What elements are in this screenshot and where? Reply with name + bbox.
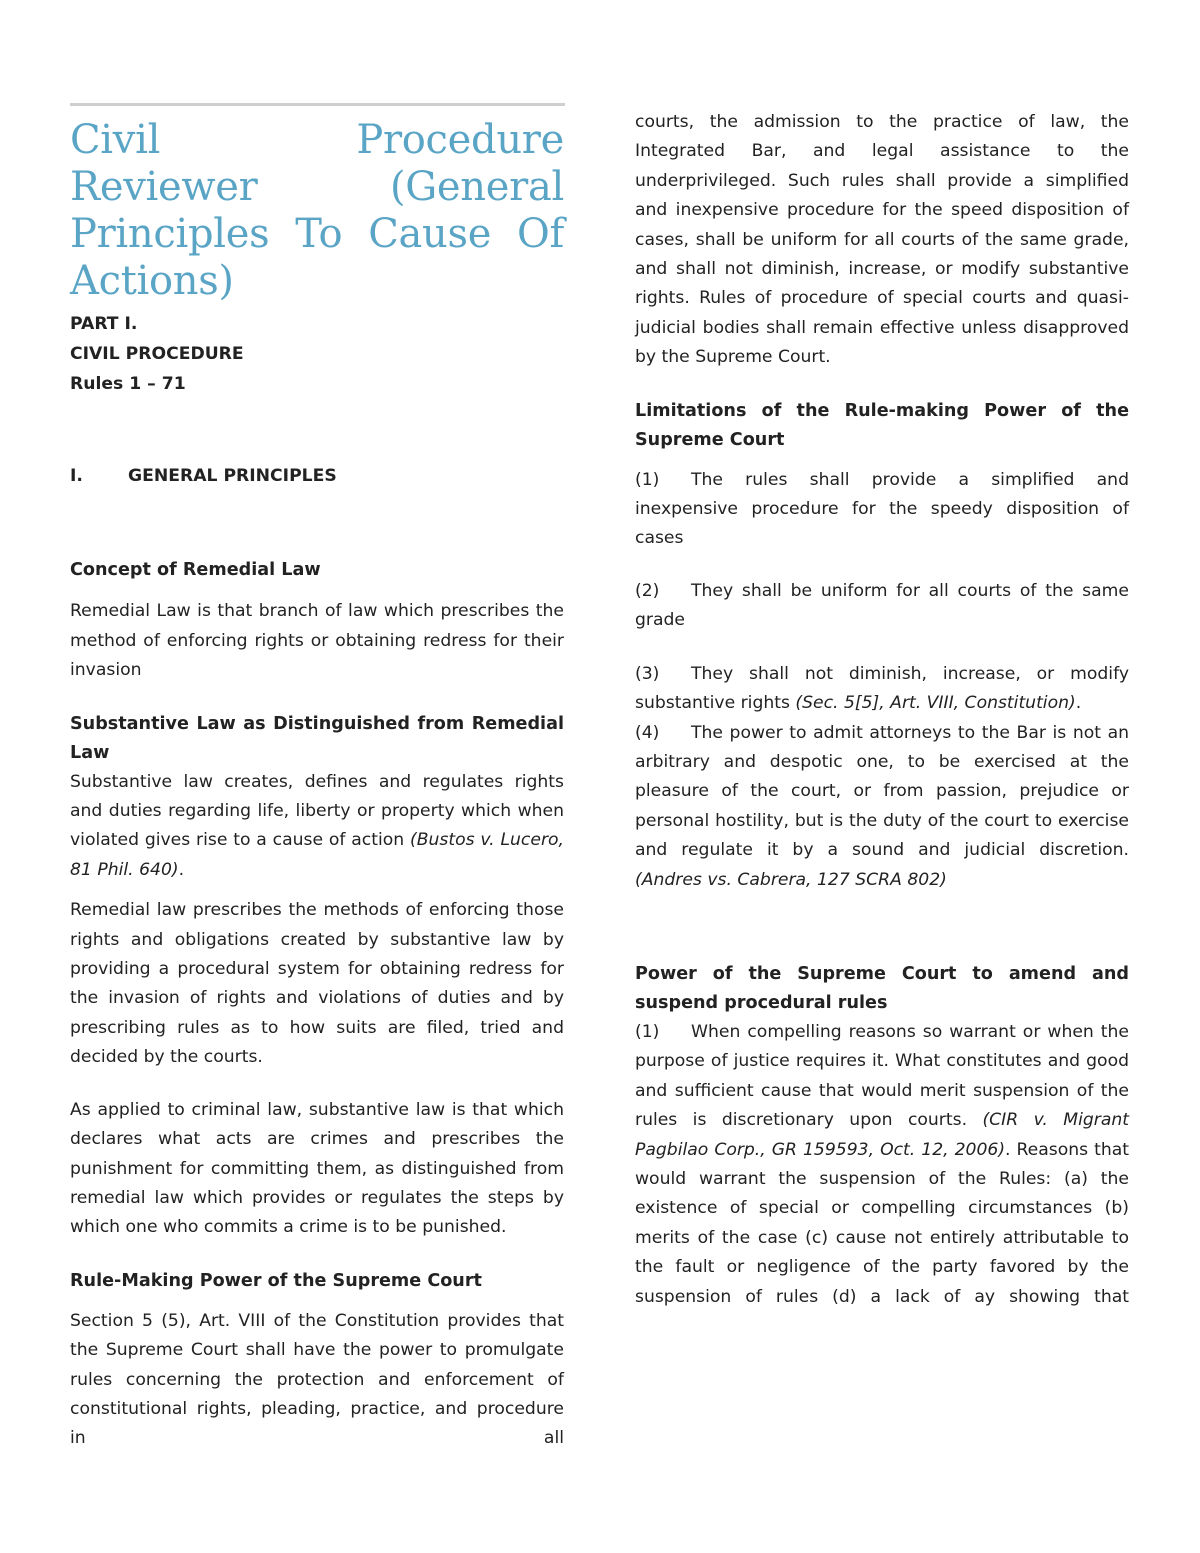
text: The power to admit attorneys to the Bar is not an arbitrary and despotic one, to be exercised at the pleasure of the court, or from passion, prejudice or personal hostility, but is the duty of the court to exercise and regulate it by a sound and judicial discretion. xyxy=(635,722,1129,861)
item-number: (2) xyxy=(635,580,660,601)
section-number: I. xyxy=(70,466,83,486)
section-heading xyxy=(70,462,564,491)
text: . xyxy=(178,859,185,880)
concept-heading: Concept of Remedial Law xyxy=(70,560,321,581)
limitation-item xyxy=(635,466,1129,554)
rulemaking-heading: Rule-Making Power of the Supreme Court xyxy=(70,1270,482,1291)
limitation-item xyxy=(635,719,1129,895)
substantive-heading: Substantive Law as Distinguished from Remedial Law xyxy=(70,713,564,763)
item-number: (3) xyxy=(635,663,660,684)
title-rule xyxy=(70,103,565,106)
citation: (CIR v. Migrant Pagbilao Corp., GR 159593, Oct. 12, 2006) xyxy=(635,1110,1129,1160)
text: Substantive law creates, defines and regulates rights and duties regarding life, liberty or property which when violated gives rise to a cause of action xyxy=(70,771,564,851)
item-number: (1) xyxy=(635,469,660,490)
citation: (Andres vs. Cabrera, 127 SCRA 802) xyxy=(635,869,947,890)
limitation-item xyxy=(635,660,1129,719)
part-name: CIVIL PROCEDURE xyxy=(70,344,244,364)
text: When compelling reasons so warrant or when the purpose of justice requires it. What constitutes and good and sufficient cause that would merit suspension of the rules is discretionary upon courts. xyxy=(635,1021,1129,1131)
citation: (Bustos v. Lucero, 81 Phil. 640) xyxy=(70,830,564,880)
text: . xyxy=(1075,693,1082,714)
criminal-paragraph: As applied to criminal law, substantive law is that which declares what acts are crimes and prescribes the punishment for committing them, as distinguished from remedial law which provides or regulates the steps by which one who commits a crime is to be punished. xyxy=(70,1099,564,1238)
limitation-item xyxy=(635,577,1129,636)
continued-paragraph: courts, the admission to the practice of law, the Integrated Bar, and legal assistance to the underprivileged. Such rules shall provide a simplified and inexpensive procedure for the speed disposition of cases, shall be uniform for all courts of the same grade, and shall not diminish, increase, or modify substantive rights. Rules of procedure of special courts and quasi-judicial bodies shall remain effective unless disapproved by the Supreme Court. xyxy=(635,112,1129,368)
rules-range: Rules 1 – 71 xyxy=(70,374,186,394)
part-header xyxy=(70,309,564,399)
citation: (Sec. 5[5], Art. VIII, Constitution) xyxy=(795,693,1076,714)
text: The rules shall provide a simplified and inexpensive procedure for the speedy disposition of cases xyxy=(635,469,1129,549)
power-item xyxy=(635,1018,1129,1312)
item-number: (4) xyxy=(635,722,660,743)
substantive-paragraph xyxy=(70,768,564,886)
text: They shall not diminish, increase, or modify substantive rights xyxy=(635,663,1129,714)
part-label: PART I. xyxy=(70,314,138,334)
document-title: Civil Procedure Reviewer (General Principles To Cause Of Actions) xyxy=(70,117,564,304)
item-number: (1) xyxy=(635,1021,660,1042)
limitations-heading: Limitations of the Rule-making Power of the Supreme Court xyxy=(635,400,1129,450)
right-column xyxy=(635,108,1129,1312)
text: They shall be uniform for all courts of the same grade xyxy=(635,580,1129,631)
remedial-paragraph: Remedial law prescribes the methods of enforcing those rights and obligations created by substantive law by providing a procedural system for obtaining redress for the invasion of rights and violations of duties and by prescribing rules as to how suits are filed, tried and decided by the courts. xyxy=(70,900,564,1068)
concept-paragraph: Remedial Law is that branch of law which prescribes the method of enforcing rights or obtaining redress for their invasion xyxy=(70,601,564,681)
section-title: GENERAL PRINCIPLES xyxy=(128,466,337,486)
power-heading: Power of the Supreme Court to amend and suspend procedural rules xyxy=(635,963,1129,1013)
rulemaking-paragraph: Section 5 (5), Art. VIII of the Constitution provides that the Supreme Court shall have the power to promulgate rules concerning the protection and enforcement of constitutional rights, pleading, practice, and procedure in all xyxy=(70,1310,564,1449)
text: . Reasons that would warrant the suspension of the Rules: (a) the existence of special or compelling circumstances (b) merits of the case (c) cause not entirely attributable to the fault or negligence of the party favored by the suspension of rules (d) a lack of ay showing that xyxy=(635,1139,1130,1307)
left-column xyxy=(70,117,564,1454)
